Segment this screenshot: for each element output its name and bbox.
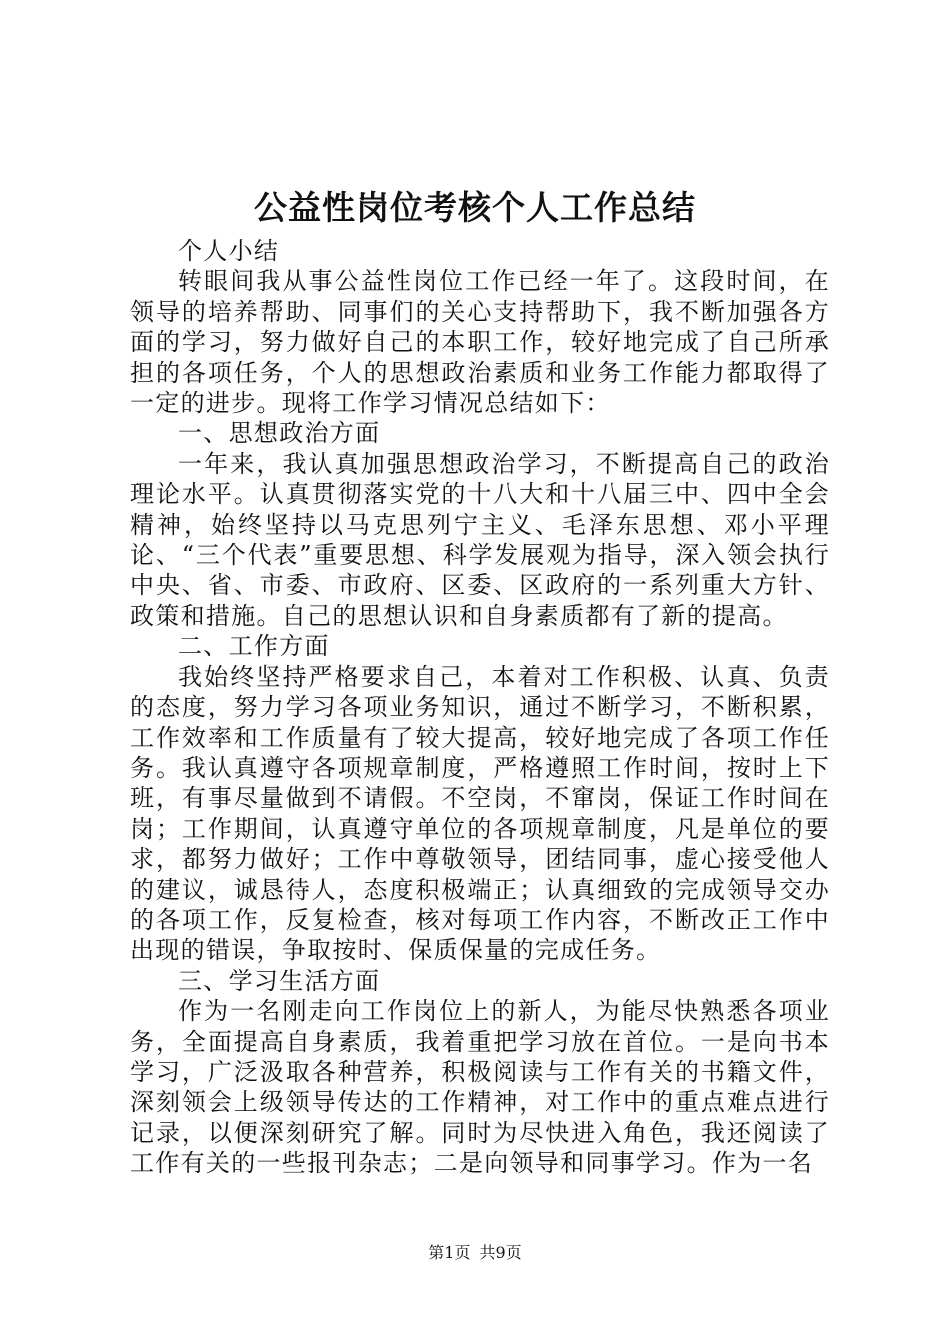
section-heading-work: 二、工作方面 xyxy=(178,632,330,661)
document-title: 公益性岗位考核个人工作总结 xyxy=(254,188,696,227)
page-footer xyxy=(0,1242,950,1264)
work-paragraph: 我始终坚持严格要求自己，本着对工作积极、认真、负责的态度，努力学习各项业务知识，通过不断学习，不断积累，工作效率和工作质量有了较大提高，较好地完成了各项工作任务。我认真遵守各项规章制度，严格遵照工作时间，按时上下班，有事尽量做到不请假。不空岗，不窜岗，保证工作时间在岗；工作期间，认真遵守单位的各项规章制度，凡是单位的要求，都努力做好；工作中尊敬领导，团结同事，虚心接受他人的建议，诚恳待人，态度积极端正；认真细致的完成领导交办的各项工作，反复检查，核对每项工作内容，不断改正工作中出现的错误，争取按时、保质保量的完成任务。 xyxy=(130,662,830,965)
study-paragraph: 作为一名刚走向工作岗位上的新人，为能尽快熟悉各项业务，全面提高自身素质，我着重把学习放在首位。一是向书本学习，广泛汲取各种营养，积极阅读与工作有关的书籍文件，深刻领会上级领导传达的工作精神，对工作中的重点难点进行记录，以便深刻研究了解。同时为尽快进入角色，我还阅读了工作有关的一些报刊杂志；二是向领导和同事学习。作为一名 xyxy=(130,997,830,1178)
section-heading-ideology: 一、思想政治方面 xyxy=(178,419,381,448)
document-body xyxy=(130,236,830,1179)
intro-paragraph: 转眼间我从事公益性岗位工作已经一年了。这段时间，在领导的培养帮助、同事们的关心支持帮助下，我不断加强各方面的学习，努力做好自己的本职工作，较好地完成了自己所承担的各项任务，个人的思想政治素质和业务工作能力都取得了一定的进步。现将工作学习情况总结如下： xyxy=(130,267,830,418)
ideology-paragraph: 一年来，我认真加强思想政治学习，不断提高自己的政治理论水平。认真贯彻落实党的十八大和十八届三中、四中全会精神，始终坚持以马克思列宁主义、毛泽东思想、邓小平理论、“三个代表”重要思想、科学发展观为指导，深入领会执行中央、省、市委、市政府、区委、区政府的一系列重大方针、政策和措施。自己的思想认识和自身素质都有了新的提高。 xyxy=(130,449,830,630)
section-label-personal-summary: 个人小结 xyxy=(178,237,280,265)
section-heading-study: 三、学习生活方面 xyxy=(178,966,381,995)
page-total: 共9页 xyxy=(479,1243,522,1262)
page-number: 第1页 xyxy=(428,1243,471,1262)
